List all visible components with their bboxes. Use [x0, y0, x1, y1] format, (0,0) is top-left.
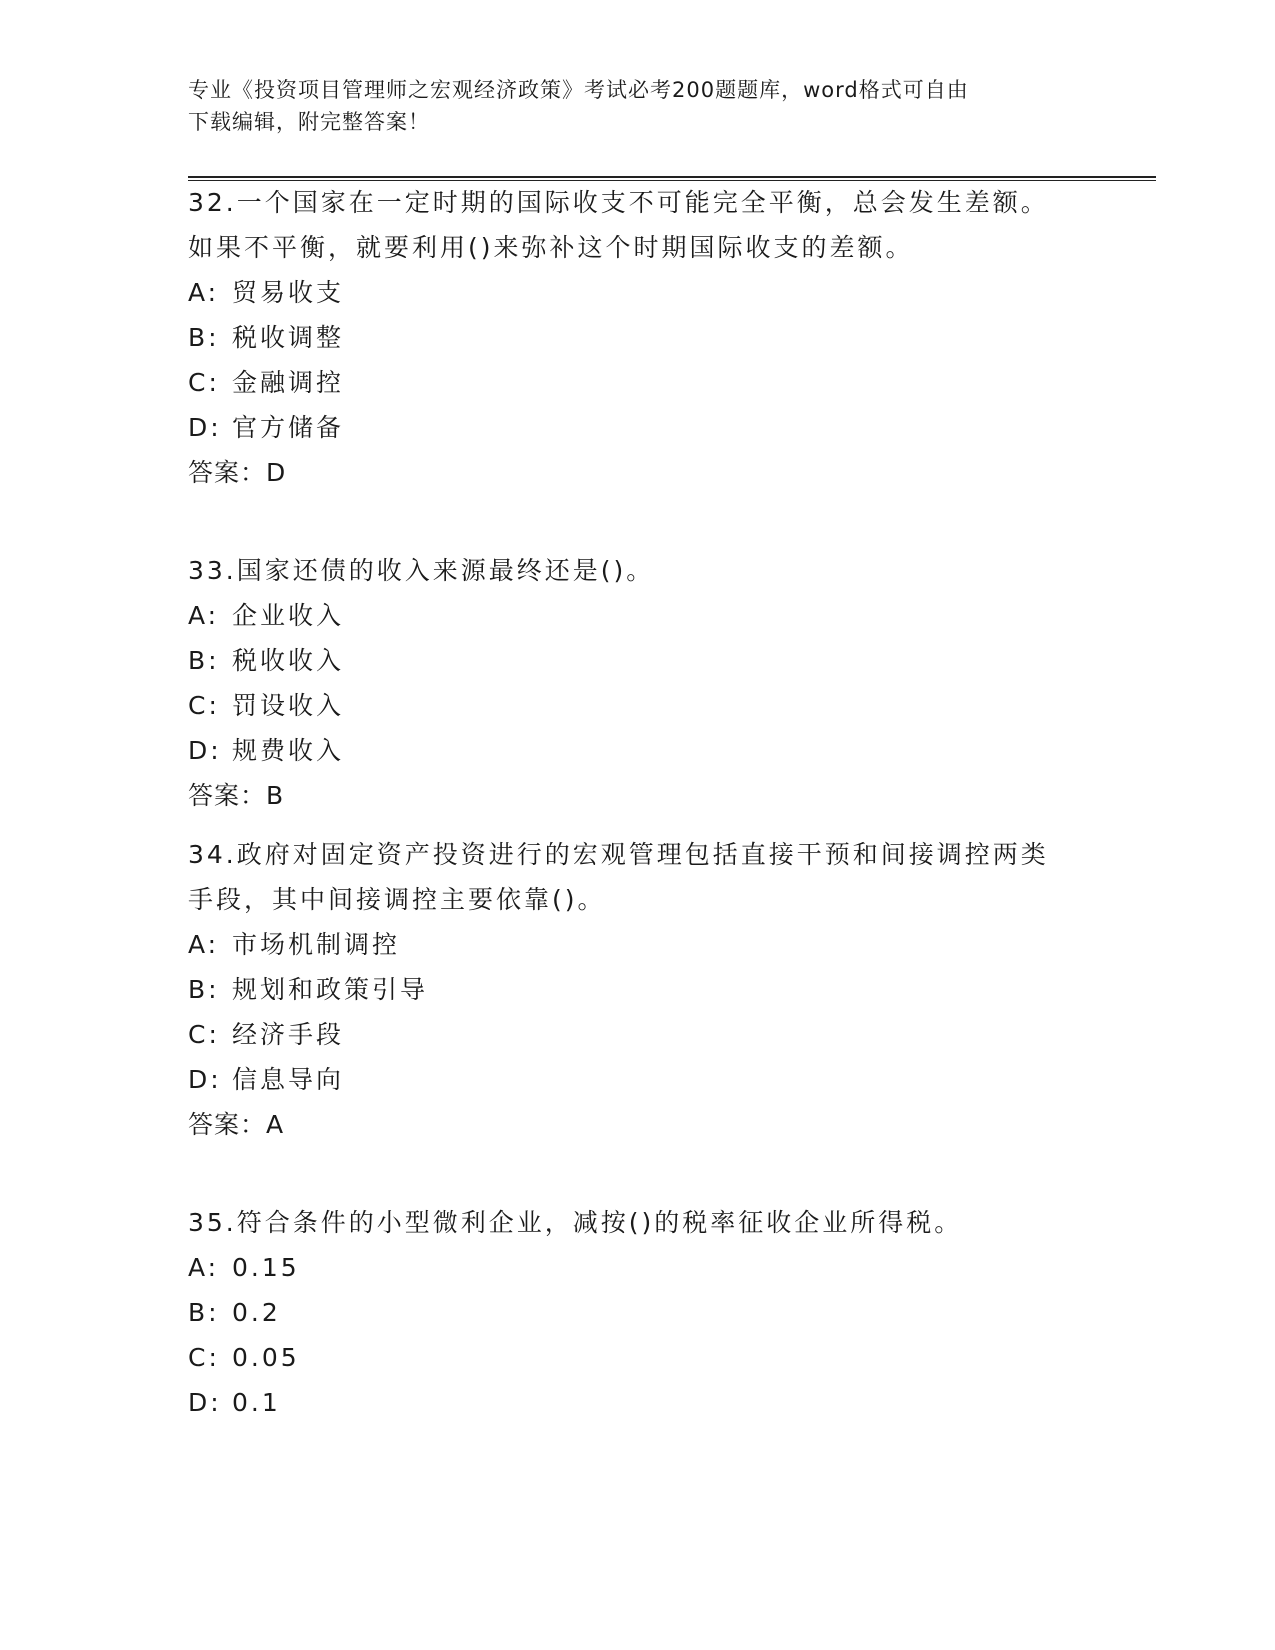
- question-32: [188, 180, 1068, 495]
- question-stem-line: 32.一个国家在一定时期的国际收支不可能完全平衡，总会发生差额。: [188, 188, 1049, 217]
- question-34: [188, 832, 1068, 1147]
- question-stem-line: 如果不平衡，就要利用()来弥补这个时期国际收支的差额。: [188, 233, 914, 262]
- option-b: [188, 967, 1068, 1012]
- question-33: [188, 548, 1068, 818]
- option-d: [188, 1380, 1068, 1425]
- option-letter: C:: [188, 1020, 220, 1049]
- option-text: 信息导向: [232, 1065, 345, 1094]
- option-text: 贸易收支: [232, 278, 345, 307]
- option-letter: B:: [188, 323, 220, 352]
- option-c: [188, 1012, 1068, 1057]
- option-a: [188, 922, 1068, 967]
- option-letter: A:: [188, 1253, 220, 1282]
- option-a: [188, 1245, 1068, 1290]
- option-letter: A:: [188, 278, 220, 307]
- option-text: 0.15: [232, 1253, 300, 1282]
- option-letter: D:: [188, 413, 222, 442]
- answer-line: 答案：A: [188, 1110, 285, 1139]
- option-text: 经济手段: [232, 1020, 345, 1049]
- option-letter: A:: [188, 930, 220, 959]
- answer-line: 答案：D: [188, 458, 287, 487]
- header-line-1: 专业《投资项目管理师之宏观经济政策》考试必考200题题库，word格式可自由: [188, 78, 969, 102]
- option-letter: B:: [188, 646, 220, 675]
- option-text: 0.2: [232, 1298, 281, 1327]
- option-letter: B:: [188, 975, 220, 1004]
- option-text: 官方储备: [232, 413, 345, 442]
- option-letter: D:: [188, 736, 222, 765]
- option-d: [188, 728, 1068, 773]
- option-text: 税收收入: [232, 646, 345, 675]
- option-c: [188, 1335, 1068, 1380]
- option-letter: C:: [188, 691, 220, 720]
- option-text: 市场机制调控: [232, 930, 401, 959]
- option-d: [188, 405, 1068, 450]
- option-text: 金融调控: [232, 368, 345, 397]
- question-stem-line: 35.符合条件的小型微利企业，减按()的税率征收企业所得税。: [188, 1208, 963, 1237]
- option-b: [188, 638, 1068, 683]
- option-a: [188, 593, 1068, 638]
- question-stem: [188, 832, 1068, 922]
- question-stem: [188, 548, 1068, 593]
- option-letter: A:: [188, 601, 220, 630]
- question-stem: [188, 1200, 1068, 1245]
- option-text: 规费收入: [232, 736, 345, 765]
- option-c: [188, 683, 1068, 728]
- option-text: 0.1: [232, 1388, 281, 1417]
- option-b: [188, 1290, 1068, 1335]
- header-line-2: 下载编辑，附完整答案！: [188, 110, 430, 134]
- option-a: [188, 270, 1068, 315]
- option-text: 税收调整: [232, 323, 345, 352]
- question-stem: [188, 180, 1068, 270]
- question-stem-line: 33.国家还债的收入来源最终还是()。: [188, 556, 655, 585]
- question-35: [188, 1200, 1068, 1425]
- option-letter: D:: [188, 1388, 222, 1417]
- option-d: [188, 1057, 1068, 1102]
- option-text: 规划和政策引导: [232, 975, 429, 1004]
- question-stem-line: 34.政府对固定资产投资进行的宏观管理包括直接干预和间接调控两类: [188, 840, 1049, 869]
- option-b: [188, 315, 1068, 360]
- option-c: [188, 360, 1068, 405]
- document-header: [188, 74, 1088, 138]
- option-text: 企业收入: [232, 601, 345, 630]
- option-letter: C:: [188, 368, 220, 397]
- question-stem-line: 手段，其中间接调控主要依靠()。: [188, 885, 606, 914]
- option-text: 0.05: [232, 1343, 300, 1372]
- option-letter: C:: [188, 1343, 220, 1372]
- option-text: 罚设收入: [232, 691, 345, 720]
- option-letter: B:: [188, 1298, 220, 1327]
- option-letter: D:: [188, 1065, 222, 1094]
- answer-line: 答案：B: [188, 781, 285, 810]
